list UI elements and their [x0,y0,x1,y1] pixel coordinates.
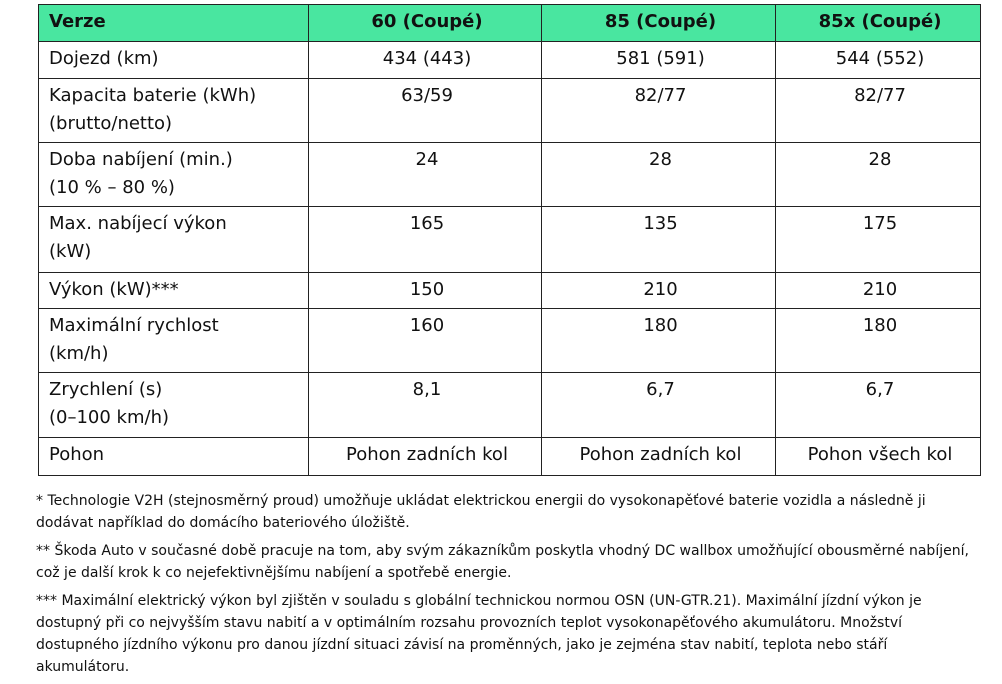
table-cell: 135 [542,207,776,273]
table-cell: 6,7 [776,373,981,438]
table-cell: 160 [309,309,542,373]
header-cell-verze: Verze [39,5,309,42]
table-cell: 24 [309,143,542,207]
table-row-vykon [39,273,981,309]
table-cell: 165 [309,207,542,273]
footnote-dc-wallbox: ** Škoda Auto v současné době pracuje na tom, aby svým zákazníkům poskytla vhodný DC wallbox umožňující obousměrné nabíjení, což je další krok k co nejefektivnějšímu nabíjení a spotřebě energie. [36,543,969,581]
spec-table [38,4,981,476]
row-label-line: (brutto/netto) [49,113,173,134]
row-label-line: Doba nabíjení (min.) [49,149,233,170]
table-cell: 581 (591) [542,42,776,79]
table-row-kapacita-baterie [39,79,981,143]
table-cell: 180 [776,309,981,373]
row-label-line: Kapacita baterie (kWh) [49,85,257,106]
table-cell: 8,1 [309,373,542,438]
table-cell: 180 [542,309,776,373]
table-cell: 434 (443) [309,42,542,79]
row-label [39,438,309,476]
row-label-line: (km/h) [49,343,109,364]
row-label-line: Max. nabíjecí výkon [49,213,227,234]
table-cell: Pohon všech kol [776,438,981,476]
table-cell: 82/77 [776,79,981,143]
table-cell: 210 [542,273,776,309]
row-label-line: Výkon (kW)*** [49,279,179,300]
row-label-line: Maximální rychlost [49,315,219,336]
row-label-line: (0–100 km/h) [49,407,170,428]
row-label-line: (10 % – 80 %) [49,177,175,198]
table-row-zrychleni [39,373,981,438]
row-label [39,273,309,309]
table-row-max-nabijeci-vykon [39,207,981,273]
table-cell: 63/59 [309,79,542,143]
table-cell: 82/77 [542,79,776,143]
row-label-line: Pohon [49,444,105,465]
table-cell: 150 [309,273,542,309]
table-cell: 6,7 [542,373,776,438]
table-cell: Pohon zadních kol [542,438,776,476]
table-row-doba-nabijeni [39,143,981,207]
table-cell: 544 (552) [776,42,981,79]
footnote-max-power: *** Maximální elektrický výkon byl zjištěn v souladu s globální technickou normou OSN (UN-GTR.21). Maximální jízdní výkon je dostupný při co nejvyšším stavu nabití a v optimálním rozsahu provozních teplot vysokonapěťového akumulátoru. Množství dostupného jízdního výkonu pro danou jízdní situaci závisí na proměnných, jako je zejména stav nabití, teplota nebo stáří akumulátoru. [36,593,922,675]
table-cell: 28 [776,143,981,207]
table-cell: 28 [542,143,776,207]
table-row-maximalni-rychlost [39,309,981,373]
table-cell: Pohon zadních kol [309,438,542,476]
row-label-line: (kW) [49,241,92,262]
footnote-v2h: * Technologie V2H (stejnosměrný proud) umožňuje ukládat elektrickou energii do vysokonapěťové baterie vozidla a následně ji dodávat například do domácího bateriového úložiště. [36,493,926,531]
table-cell: 175 [776,207,981,273]
footnotes [36,490,976,684]
header-cell-60-coupe: 60 (Coupé) [309,5,542,42]
row-label [39,373,309,438]
row-label [39,207,309,273]
header-cell-85x-coupe: 85x (Coupé) [776,5,981,42]
table-cell: 210 [776,273,981,309]
table-row-dojezd [39,42,981,79]
row-label-line: Dojezd (km) [49,48,159,69]
row-label-line: Zrychlení (s) [49,379,163,400]
row-label [39,309,309,373]
row-label [39,79,309,143]
header-cell-85-coupe: 85 (Coupé) [542,5,776,42]
table-row-pohon [39,438,981,476]
row-label [39,143,309,207]
table-header-row [39,5,981,42]
row-label [39,42,309,79]
